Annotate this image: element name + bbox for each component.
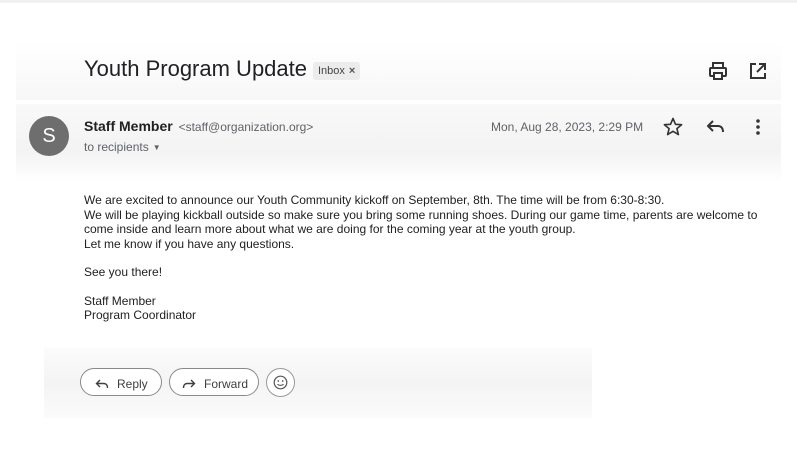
recipients-toggle[interactable] bbox=[84, 140, 161, 154]
emoji-reaction-button[interactable] bbox=[266, 368, 295, 397]
email-date: Mon, Aug 28, 2023, 2:29 PM bbox=[491, 120, 644, 134]
star-button[interactable] bbox=[662, 116, 684, 138]
open-in-new-window-button[interactable] bbox=[747, 60, 769, 82]
email-subject: Youth Program Update bbox=[84, 56, 307, 81]
reply-button[interactable] bbox=[80, 368, 162, 396]
more-options-button[interactable] bbox=[747, 116, 769, 138]
label-text: Inbox bbox=[318, 65, 345, 77]
reply-icon bbox=[95, 378, 109, 390]
email-body bbox=[84, 193, 774, 323]
reply-icon bbox=[705, 116, 727, 138]
body-line: Let me know if you have any questions. bbox=[84, 236, 295, 251]
inbox-label-chip[interactable] bbox=[313, 62, 360, 80]
body-line: We are excited to announce our Youth Community kickoff on September, 8th. The time will be from 6:30-8:30. bbox=[84, 193, 665, 207]
print-icon bbox=[707, 60, 729, 82]
signature-title: Program Coordinator bbox=[84, 308, 197, 322]
sender-email: <staff@organization.org> bbox=[178, 120, 314, 134]
remove-label-icon[interactable]: × bbox=[348, 65, 356, 77]
forward-label: Forward bbox=[204, 376, 249, 391]
star-icon bbox=[662, 116, 684, 138]
sender-name[interactable]: Staff Member bbox=[84, 118, 173, 134]
signature-name: Staff Member bbox=[84, 293, 156, 308]
top-strip bbox=[0, 0, 797, 3]
sender-line bbox=[84, 118, 313, 134]
print-button[interactable] bbox=[707, 60, 729, 82]
recipients-label: to recipients bbox=[84, 140, 149, 154]
forward-button[interactable] bbox=[169, 368, 259, 396]
open-in-new-window-icon bbox=[747, 60, 769, 82]
emoji-icon bbox=[273, 375, 288, 390]
reply-label: Reply bbox=[117, 376, 148, 391]
avatar[interactable]: S bbox=[29, 116, 69, 156]
body-line: We will be playing kickball outside so make sure you bring some running shoes. During our game time, parents are welcome to come inside and learn more about what we are doing for the coming year at the youth group. bbox=[84, 207, 758, 236]
reply-icon-button[interactable] bbox=[705, 116, 727, 138]
forward-icon bbox=[182, 378, 196, 390]
closing-line: See you there! bbox=[84, 265, 163, 279]
caret-down-icon: ▼ bbox=[152, 143, 161, 153]
more-vertical-icon bbox=[747, 116, 769, 138]
